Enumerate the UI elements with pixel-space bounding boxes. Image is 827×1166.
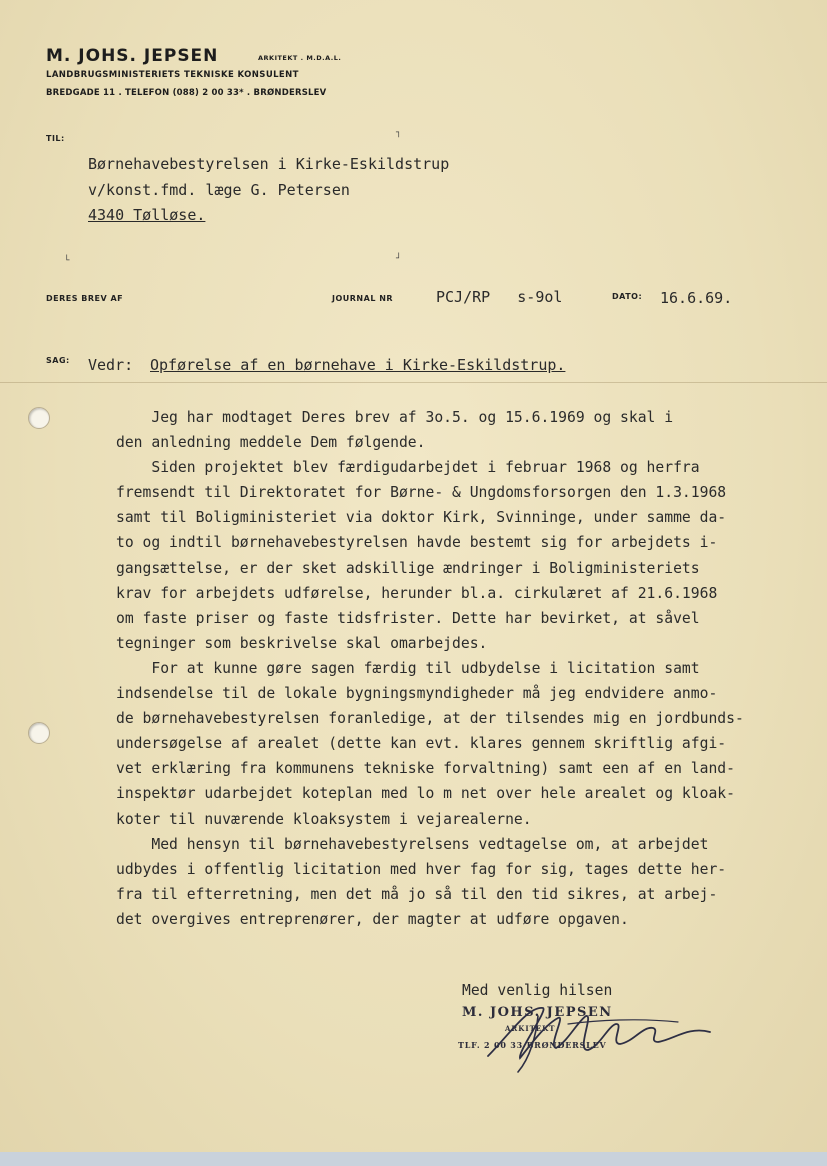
- body-line: udbydes i offentlig licitation med hver fag for sig, tages dette her-: [116, 860, 727, 878]
- corner-mark: ┐: [396, 128, 402, 138]
- label-dato: DATO:: [612, 292, 643, 301]
- body-line: Med hensyn til børnehavebestyrelsens vedtagelse om, at arbejdet: [116, 835, 709, 853]
- subject-prefix: Vedr:: [88, 356, 134, 374]
- body-line: de børnehavebestyrelsen foranledige, at der tilsendes mig en jordbunds-: [116, 710, 744, 728]
- body-line: vet erklæring fra kommunens tekniske forvaltning) samt een af en land-: [116, 760, 735, 778]
- closing: Med venlig hilsen: [462, 982, 613, 999]
- stamp-name: M. JOHS. JEPSEN: [462, 1005, 613, 1020]
- recipient-line-3: 4340 Tølløse.: [88, 206, 206, 224]
- letterhead-ministry: LANDBRUGSMINISTERIETS TEKNISKE KONSULENT: [46, 70, 299, 80]
- body-line: inspektør udarbejdet koteplan med lo m net over hele arealet og kloak-: [116, 785, 735, 803]
- body-line: Jeg har modtaget Deres brev af 3o.5. og 15.6.1969 og skal i: [116, 409, 674, 426]
- corner-mark: └: [64, 256, 70, 266]
- label-sag: SAG:: [46, 356, 70, 365]
- body-line: krav for arbejdets udførelse, herunder bl.a. cirkulæret af 21.6.1968: [116, 584, 718, 602]
- letterhead-address: BREDGADE 11 . TELEFON (088) 2 00 33* . BRØNDERSLEV: [46, 88, 327, 98]
- body-line: undersøgelse af arealet (dette kan evt. klares gennem skriftlig afgi-: [116, 735, 727, 753]
- body-line: tegninger som beskrivelse skal omarbejdes.: [116, 634, 488, 652]
- corner-mark: ┘: [396, 254, 402, 264]
- body-line: det overgives entreprenører, der magter at udføre opgaven.: [116, 910, 629, 928]
- body-line: samt til Boligministeriet via doktor Kirk, Svinninge, under samme da-: [116, 509, 727, 527]
- body-line: fremsendt til Direktoratet for Børne- & Ungdomsforsorgen den 1.3.1968: [116, 484, 727, 502]
- body-line: fra til efterretning, men det må jo så til den tid sikres, at arbej-: [116, 885, 718, 903]
- letterhead-name: M. JOHS. JEPSEN: [46, 46, 219, 66]
- body-line: den anledning meddele Dem følgende.: [116, 434, 426, 452]
- signature: [448, 996, 728, 1076]
- punch-hole: [28, 722, 50, 744]
- letter-body: [116, 405, 744, 932]
- letterhead-title: ARKITEKT . M.D.A.L.: [258, 54, 342, 62]
- punch-hole: [28, 407, 50, 429]
- recipient-line-2: v/konst.fmd. læge G. Petersen: [88, 181, 350, 199]
- journal-number: PCJ/RP s-9ol: [436, 288, 563, 306]
- body-line: indsendelse til de lokale bygningsmyndigheder må jeg endvidere anmo-: [116, 685, 718, 703]
- label-deres-brev: DERES BREV AF: [46, 294, 124, 303]
- body-line: om faste priser og faste tidsfrister. Dette har bevirket, at såvel: [116, 609, 700, 627]
- letter-date: 16.6.69.: [660, 289, 733, 307]
- fold-line: [0, 382, 827, 383]
- body-line: For at kunne gøre sagen færdig til udbydelse i licitation samt: [116, 659, 700, 677]
- stamp-title: ARKITEKT: [505, 1024, 556, 1033]
- body-line: to og indtil børnehavebestyrelsen havde bestemt sig for arbejdets i-: [116, 534, 718, 552]
- body-line: koter til nuværende kloaksystem i vejarealerne.: [116, 810, 532, 828]
- recipient-line-1: Børnehavebestyrelsen i Kirke-Eskildstrup: [88, 155, 450, 173]
- body-line: Siden projektet blev færdigudarbejdet i februar 1968 og herfra: [116, 459, 700, 477]
- stamp-address: TLF. 2 00 33 BRØNDERSLEV: [458, 1040, 607, 1050]
- label-til: TIL:: [46, 134, 65, 143]
- subject-text: Opførelse af en børnehave i Kirke-Eskildstrup.: [150, 356, 566, 374]
- scanner-edge: [0, 1152, 827, 1166]
- body-line: gangsættelse, er der sket adskillige ændringer i Boligministeriets: [116, 559, 700, 577]
- label-journal: JOURNAL NR: [332, 294, 394, 303]
